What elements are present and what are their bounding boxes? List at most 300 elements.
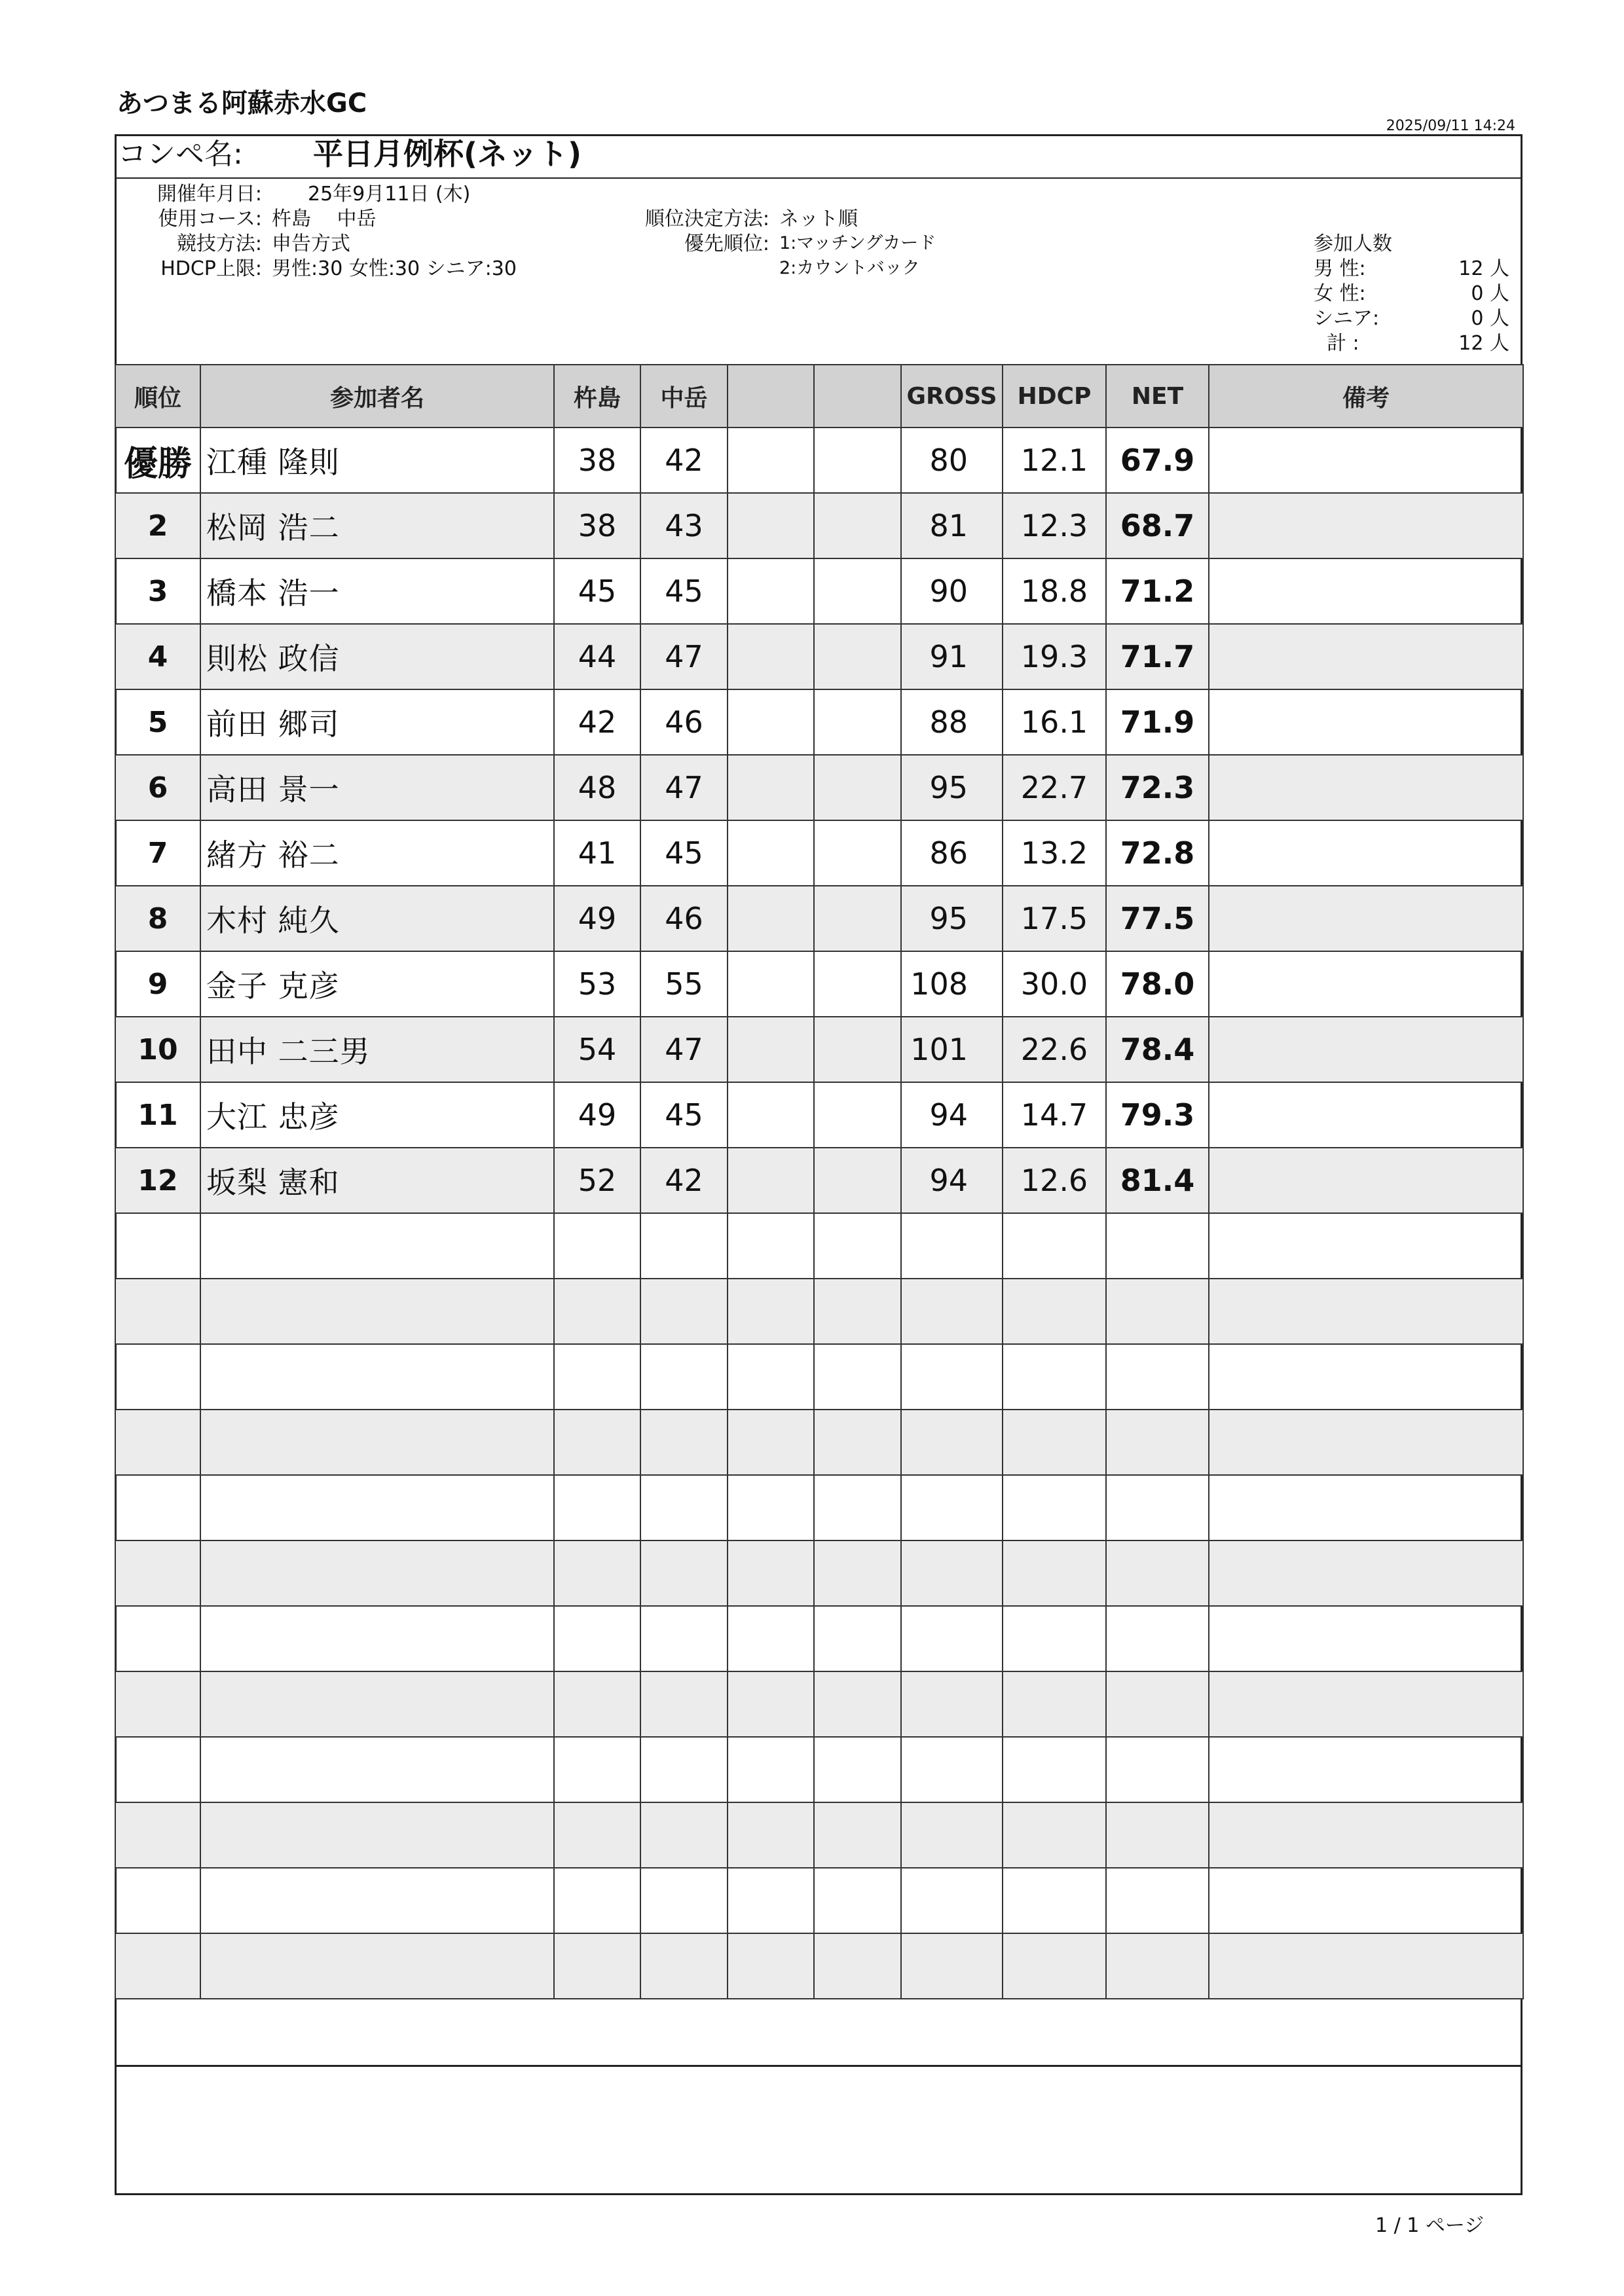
player-name-cell xyxy=(200,1410,554,1475)
header-in-course: 中岳 xyxy=(640,365,728,428)
player-name-cell: 前田 郷司 xyxy=(200,689,554,755)
player-name-cell: 松岡 浩二 xyxy=(200,493,554,558)
header-blank-2 xyxy=(814,365,901,428)
table-row xyxy=(115,493,1523,558)
out-score-cell xyxy=(554,1279,640,1344)
remarks-cell xyxy=(1209,1933,1523,1999)
remarks-cell xyxy=(1209,1279,1523,1344)
in-score-cell: 46 xyxy=(640,689,728,755)
hdcp-cell: 12.3 xyxy=(1003,493,1106,558)
rank-cell xyxy=(115,1475,200,1540)
gross-cell: 101 xyxy=(901,1017,1003,1082)
gross-cell xyxy=(901,1540,1003,1606)
hdcp-cell: 22.6 xyxy=(1003,1017,1106,1082)
gross-cell xyxy=(901,1344,1003,1410)
priority-label: 優先順位: xyxy=(684,232,769,255)
gross-cell: 91 xyxy=(901,624,1003,689)
empty-row xyxy=(115,1933,1523,1999)
hdcp-cell: 19.3 xyxy=(1003,624,1106,689)
player-name-cell: 坂梨 憲和 xyxy=(200,1148,554,1213)
empty-row xyxy=(115,1868,1523,1933)
remarks-cell xyxy=(1209,1410,1523,1475)
out-score-cell xyxy=(554,1606,640,1671)
method-label: 競技方法: xyxy=(176,232,262,255)
in-score-cell: 47 xyxy=(640,755,728,820)
blank-cell xyxy=(814,1082,901,1148)
hdcp-cell xyxy=(1003,1475,1106,1540)
gross-cell xyxy=(901,1802,1003,1868)
hdcp-cell: 12.6 xyxy=(1003,1148,1106,1213)
results-table xyxy=(115,364,1524,1999)
player-name-cell xyxy=(200,1279,554,1344)
hdcp-cell xyxy=(1003,1344,1106,1410)
blank-cell xyxy=(814,1671,901,1737)
rank-cell xyxy=(115,1802,200,1868)
net-cell: 78.0 xyxy=(1106,951,1209,1017)
hdcp-cell xyxy=(1003,1671,1106,1737)
rank-cell: 10 xyxy=(115,1017,200,1082)
in-score-cell xyxy=(640,1737,728,1802)
hdcp-cell xyxy=(1003,1737,1106,1802)
blank-cell xyxy=(728,1475,814,1540)
blank-cell xyxy=(728,689,814,755)
hdcp-limit-value: 男性:30 女性:30 シニア:30 xyxy=(272,257,517,280)
out-score-cell xyxy=(554,1475,640,1540)
rank-cell xyxy=(115,1410,200,1475)
blank-cell xyxy=(728,755,814,820)
rank-cell xyxy=(115,1540,200,1606)
player-name-cell: 木村 純久 xyxy=(200,886,554,951)
course-value: 杵島 中岳 xyxy=(272,208,377,230)
blank-cell xyxy=(728,1933,814,1999)
out-score-cell xyxy=(554,1737,640,1802)
blank-cell xyxy=(728,493,814,558)
ranking-method-label: 順位決定方法: xyxy=(644,208,769,230)
blank-cell xyxy=(814,1540,901,1606)
blank-cell xyxy=(814,558,901,624)
net-cell xyxy=(1106,1279,1209,1344)
remarks-cell xyxy=(1209,1475,1523,1540)
out-score-cell: 54 xyxy=(554,1017,640,1082)
rank-cell: 11 xyxy=(115,1082,200,1148)
header-remarks: 備考 xyxy=(1209,365,1523,428)
player-name-cell xyxy=(200,1737,554,1802)
out-score-cell: 49 xyxy=(554,1082,640,1148)
gross-cell: 94 xyxy=(901,1148,1003,1213)
header-name: 参加者名 xyxy=(200,365,554,428)
gross-cell: 81 xyxy=(901,493,1003,558)
date-value: 25年9月11日 (木) xyxy=(308,183,471,206)
course-label: 使用コース: xyxy=(158,208,262,230)
in-score-cell: 45 xyxy=(640,558,728,624)
rank-cell xyxy=(115,1213,200,1279)
player-name-cell xyxy=(200,1671,554,1737)
rank-cell: 7 xyxy=(115,820,200,886)
remarks-cell xyxy=(1209,428,1523,493)
in-score-cell xyxy=(640,1475,728,1540)
net-cell: 67.9 xyxy=(1106,428,1209,493)
gross-cell: 88 xyxy=(901,689,1003,755)
in-score-cell: 46 xyxy=(640,886,728,951)
blank-cell xyxy=(814,493,901,558)
net-cell xyxy=(1106,1671,1209,1737)
footer-box xyxy=(115,2065,1522,2195)
blank-cell xyxy=(728,1868,814,1933)
out-score-cell: 52 xyxy=(554,1148,640,1213)
gross-cell xyxy=(901,1737,1003,1802)
blank-cell xyxy=(814,1933,901,1999)
gross-cell xyxy=(901,1606,1003,1671)
blank-cell xyxy=(728,1082,814,1148)
hdcp-cell: 13.2 xyxy=(1003,820,1106,886)
remarks-cell xyxy=(1209,886,1523,951)
net-cell xyxy=(1106,1868,1209,1933)
printed-timestamp: 2025/09/11 14:24 xyxy=(1386,118,1515,134)
page-number: 1 / 1 ページ xyxy=(1375,2214,1485,2237)
table-row xyxy=(115,951,1523,1017)
hdcp-cell xyxy=(1003,1540,1106,1606)
participants-senior-label: シニア: xyxy=(1314,307,1380,330)
hdcp-cell: 30.0 xyxy=(1003,951,1106,1017)
blank-cell xyxy=(814,1148,901,1213)
gross-cell xyxy=(901,1279,1003,1344)
player-name-cell: 緒方 裕二 xyxy=(200,820,554,886)
net-cell xyxy=(1106,1213,1209,1279)
blank-cell xyxy=(728,886,814,951)
hdcp-cell: 22.7 xyxy=(1003,755,1106,820)
participants-male-count: 12 人 xyxy=(1458,257,1509,280)
in-score-cell: 45 xyxy=(640,1082,728,1148)
participants-male-label: 男 性: xyxy=(1314,257,1366,280)
net-cell xyxy=(1106,1737,1209,1802)
net-cell: 71.7 xyxy=(1106,624,1209,689)
gross-cell xyxy=(901,1868,1003,1933)
net-cell xyxy=(1106,1344,1209,1410)
remarks-cell xyxy=(1209,1737,1523,1802)
empty-row xyxy=(115,1540,1523,1606)
header-rank: 順位 xyxy=(115,365,200,428)
hdcp-cell xyxy=(1003,1606,1106,1671)
gross-cell: 108 xyxy=(901,951,1003,1017)
gross-cell xyxy=(901,1213,1003,1279)
blank-cell xyxy=(728,1606,814,1671)
remarks-cell xyxy=(1209,1017,1523,1082)
player-name-cell xyxy=(200,1802,554,1868)
in-score-cell xyxy=(640,1279,728,1344)
rank-cell xyxy=(115,1671,200,1737)
blank-cell xyxy=(814,428,901,493)
hdcp-cell xyxy=(1003,1802,1106,1868)
blank-cell xyxy=(814,1017,901,1082)
in-score-cell: 42 xyxy=(640,428,728,493)
gross-cell xyxy=(901,1933,1003,1999)
header-hdcp: HDCP xyxy=(1003,365,1106,428)
hdcp-cell xyxy=(1003,1868,1106,1933)
gross-cell: 94 xyxy=(901,1082,1003,1148)
table-row xyxy=(115,558,1523,624)
rank-cell: 優勝 xyxy=(115,428,200,493)
blank-cell xyxy=(728,1344,814,1410)
table-row xyxy=(115,1082,1523,1148)
remarks-cell xyxy=(1209,624,1523,689)
table-row xyxy=(115,886,1523,951)
blank-cell xyxy=(728,951,814,1017)
in-score-cell xyxy=(640,1344,728,1410)
out-score-cell xyxy=(554,1802,640,1868)
out-score-cell: 53 xyxy=(554,951,640,1017)
out-score-cell: 45 xyxy=(554,558,640,624)
empty-row xyxy=(115,1802,1523,1868)
participants-total-count: 12 人 xyxy=(1458,332,1509,355)
out-score-cell: 48 xyxy=(554,755,640,820)
blank-cell xyxy=(814,1868,901,1933)
blank-cell xyxy=(814,886,901,951)
player-name-cell: 田中 二三男 xyxy=(200,1017,554,1082)
blank-cell xyxy=(814,1737,901,1802)
remarks-cell xyxy=(1209,558,1523,624)
out-score-cell: 44 xyxy=(554,624,640,689)
net-cell: 72.8 xyxy=(1106,820,1209,886)
net-cell: 71.9 xyxy=(1106,689,1209,755)
remarks-cell xyxy=(1209,1671,1523,1737)
blank-cell xyxy=(814,689,901,755)
rank-cell xyxy=(115,1344,200,1410)
player-name-cell xyxy=(200,1475,554,1540)
hdcp-cell: 18.8 xyxy=(1003,558,1106,624)
rank-cell: 4 xyxy=(115,624,200,689)
remarks-cell xyxy=(1209,493,1523,558)
participants-total-label: 計 : xyxy=(1327,332,1359,355)
empty-row xyxy=(115,1475,1523,1540)
rank-cell xyxy=(115,1868,200,1933)
out-score-cell xyxy=(554,1671,640,1737)
blank-cell xyxy=(814,951,901,1017)
blank-cell xyxy=(814,1279,901,1344)
in-score-cell xyxy=(640,1671,728,1737)
blank-cell xyxy=(814,1410,901,1475)
player-name-cell: 金子 克彦 xyxy=(200,951,554,1017)
hdcp-cell xyxy=(1003,1410,1106,1475)
remarks-cell xyxy=(1209,1082,1523,1148)
blank-cell xyxy=(728,1279,814,1344)
table-row xyxy=(115,624,1523,689)
empty-row xyxy=(115,1344,1523,1410)
rank-cell: 3 xyxy=(115,558,200,624)
out-score-cell: 49 xyxy=(554,886,640,951)
net-cell xyxy=(1106,1802,1209,1868)
remarks-cell xyxy=(1209,1213,1523,1279)
remarks-cell xyxy=(1209,820,1523,886)
remarks-cell xyxy=(1209,1606,1523,1671)
header-out-course: 杵島 xyxy=(554,365,640,428)
player-name-cell xyxy=(200,1213,554,1279)
blank-cell xyxy=(728,1802,814,1868)
table-row xyxy=(115,820,1523,886)
in-score-cell xyxy=(640,1213,728,1279)
out-score-cell xyxy=(554,1540,640,1606)
net-cell: 68.7 xyxy=(1106,493,1209,558)
player-name-cell xyxy=(200,1933,554,1999)
empty-row xyxy=(115,1606,1523,1671)
blank-cell xyxy=(814,1344,901,1410)
in-score-cell: 42 xyxy=(640,1148,728,1213)
header-blank-1 xyxy=(728,365,814,428)
out-score-cell xyxy=(554,1933,640,1999)
header-net: NET xyxy=(1106,365,1209,428)
out-score-cell: 42 xyxy=(554,689,640,755)
blank-cell xyxy=(728,1410,814,1475)
net-cell: 72.3 xyxy=(1106,755,1209,820)
blank-cell xyxy=(728,558,814,624)
out-score-cell xyxy=(554,1213,640,1279)
in-score-cell: 43 xyxy=(640,493,728,558)
net-cell xyxy=(1106,1540,1209,1606)
hdcp-limit-label: HDCP上限: xyxy=(160,257,262,280)
table-row xyxy=(115,428,1523,493)
rank-cell: 8 xyxy=(115,886,200,951)
blank-cell xyxy=(814,820,901,886)
net-cell: 78.4 xyxy=(1106,1017,1209,1082)
blank-cell xyxy=(728,624,814,689)
blank-cell xyxy=(728,1017,814,1082)
net-cell xyxy=(1106,1475,1209,1540)
out-score-cell xyxy=(554,1410,640,1475)
rank-cell xyxy=(115,1737,200,1802)
header-gross: GROSS xyxy=(901,365,1003,428)
method-value: 申告方式 xyxy=(272,232,350,255)
table-row xyxy=(115,755,1523,820)
net-cell: 77.5 xyxy=(1106,886,1209,951)
rank-cell xyxy=(115,1606,200,1671)
gross-cell: 95 xyxy=(901,755,1003,820)
in-score-cell xyxy=(640,1606,728,1671)
net-cell: 71.2 xyxy=(1106,558,1209,624)
in-score-cell: 45 xyxy=(640,820,728,886)
hdcp-cell: 17.5 xyxy=(1003,886,1106,951)
player-name-cell: 橋本 浩一 xyxy=(200,558,554,624)
remarks-cell xyxy=(1209,1868,1523,1933)
player-name-cell: 則松 政信 xyxy=(200,624,554,689)
remarks-cell xyxy=(1209,1540,1523,1606)
club-name: あつまる阿蘇赤水GC xyxy=(117,88,367,118)
blank-cell xyxy=(814,755,901,820)
in-score-cell xyxy=(640,1410,728,1475)
out-score-cell: 38 xyxy=(554,493,640,558)
empty-row xyxy=(115,1279,1523,1344)
player-name-cell xyxy=(200,1868,554,1933)
hdcp-cell: 12.1 xyxy=(1003,428,1106,493)
rank-cell: 2 xyxy=(115,493,200,558)
rank-cell: 6 xyxy=(115,755,200,820)
hdcp-cell xyxy=(1003,1933,1106,1999)
empty-row xyxy=(115,1213,1523,1279)
net-cell: 79.3 xyxy=(1106,1082,1209,1148)
gross-cell xyxy=(901,1671,1003,1737)
participants-title: 参加人数 xyxy=(1314,232,1392,255)
remarks-cell xyxy=(1209,689,1523,755)
priority-item-1: 1:マッチングカード xyxy=(779,233,936,253)
remarks-cell xyxy=(1209,1344,1523,1410)
blank-cell xyxy=(728,1737,814,1802)
blank-cell xyxy=(814,1802,901,1868)
player-name-cell: 江種 隆則 xyxy=(200,428,554,493)
blank-cell xyxy=(728,1671,814,1737)
participants-female-label: 女 性: xyxy=(1314,282,1366,305)
participants-female-count: 0 人 xyxy=(1471,282,1509,305)
rank-cell xyxy=(115,1933,200,1999)
remarks-cell xyxy=(1209,1802,1523,1868)
in-score-cell: 55 xyxy=(640,951,728,1017)
empty-row xyxy=(115,1671,1523,1737)
player-name-cell xyxy=(200,1540,554,1606)
net-cell xyxy=(1106,1933,1209,1999)
player-name-cell xyxy=(200,1606,554,1671)
player-name-cell: 大江 忠彦 xyxy=(200,1082,554,1148)
in-score-cell: 47 xyxy=(640,1017,728,1082)
hdcp-cell: 16.1 xyxy=(1003,689,1106,755)
blank-cell xyxy=(728,1213,814,1279)
empty-row xyxy=(115,1410,1523,1475)
out-score-cell xyxy=(554,1868,640,1933)
blank-cell xyxy=(728,1540,814,1606)
in-score-cell xyxy=(640,1802,728,1868)
out-score-cell xyxy=(554,1344,640,1410)
blank-cell xyxy=(728,820,814,886)
gross-cell: 86 xyxy=(901,820,1003,886)
table-header-row xyxy=(115,365,1523,428)
in-score-cell xyxy=(640,1933,728,1999)
in-score-cell xyxy=(640,1540,728,1606)
ranking-method-value: ネット順 xyxy=(779,208,858,230)
gross-cell xyxy=(901,1475,1003,1540)
gross-cell: 80 xyxy=(901,428,1003,493)
hdcp-cell: 14.7 xyxy=(1003,1082,1106,1148)
hdcp-cell xyxy=(1003,1279,1106,1344)
net-cell: 81.4 xyxy=(1106,1148,1209,1213)
player-name-cell: 高田 景一 xyxy=(200,755,554,820)
gross-cell: 95 xyxy=(901,886,1003,951)
player-name-cell xyxy=(200,1344,554,1410)
net-cell xyxy=(1106,1606,1209,1671)
out-score-cell: 41 xyxy=(554,820,640,886)
out-score-cell: 38 xyxy=(554,428,640,493)
blank-cell xyxy=(728,1148,814,1213)
priority-item-2: 2:カウントバック xyxy=(779,258,920,278)
in-score-cell xyxy=(640,1868,728,1933)
table-row xyxy=(115,1148,1523,1213)
blank-cell xyxy=(814,1475,901,1540)
blank-cell xyxy=(814,1213,901,1279)
blank-cell xyxy=(814,624,901,689)
rank-cell: 5 xyxy=(115,689,200,755)
rank-cell: 9 xyxy=(115,951,200,1017)
remarks-cell xyxy=(1209,1148,1523,1213)
competition-name: 平日月例杯(ネット) xyxy=(313,136,582,172)
table-row xyxy=(115,1017,1523,1082)
net-cell xyxy=(1106,1410,1209,1475)
hdcp-cell xyxy=(1003,1213,1106,1279)
table-row xyxy=(115,689,1523,755)
rank-cell xyxy=(115,1279,200,1344)
date-label: 開催年月日: xyxy=(157,183,262,206)
empty-row xyxy=(115,1737,1523,1802)
gross-cell: 90 xyxy=(901,558,1003,624)
remarks-cell xyxy=(1209,951,1523,1017)
remarks-cell xyxy=(1209,755,1523,820)
blank-cell xyxy=(814,1606,901,1671)
gross-cell xyxy=(901,1410,1003,1475)
rank-cell: 12 xyxy=(115,1148,200,1213)
